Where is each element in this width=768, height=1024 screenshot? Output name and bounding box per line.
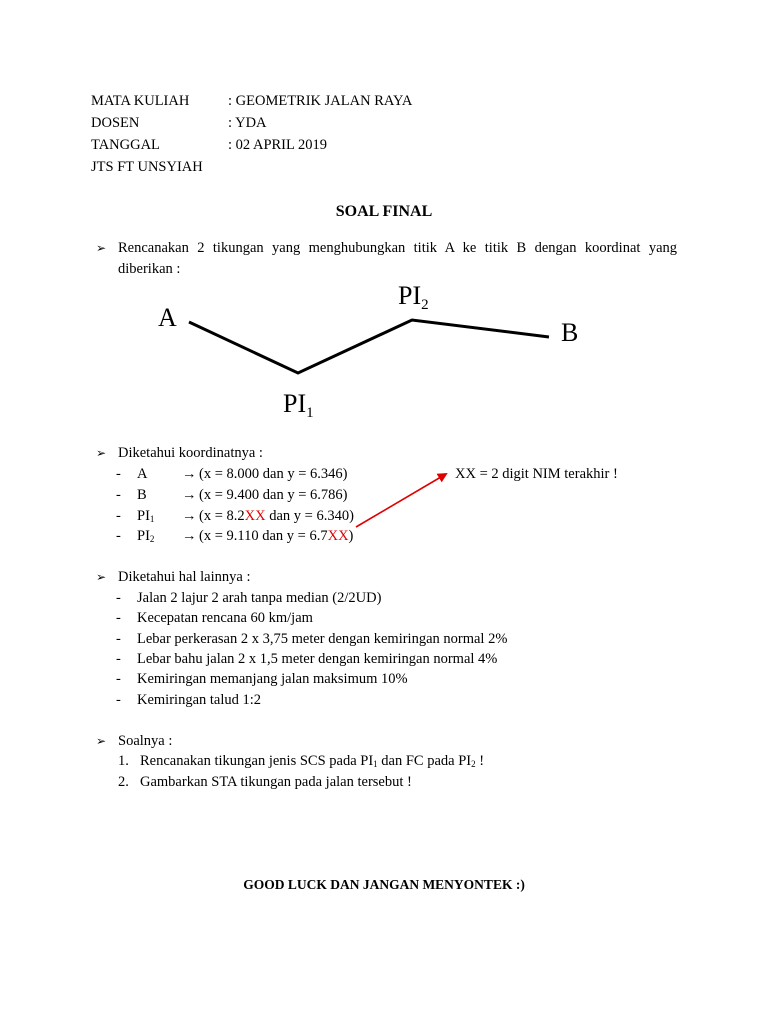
bullet-arrow-icon: ➢ bbox=[96, 241, 107, 255]
point-label-pi2: $PI_2$ bbox=[398, 281, 429, 313]
list-dash: - bbox=[116, 631, 121, 647]
list-item: Jalan 2 lajur 2 arah tanpa median (2/2UD) bbox=[137, 590, 382, 606]
bullet-arrow-icon: ➢ bbox=[96, 734, 107, 748]
list-dash: - bbox=[116, 671, 121, 687]
right-arrow-icon: → bbox=[182, 466, 197, 482]
list-dash: - bbox=[116, 610, 121, 626]
alignment-polyline bbox=[189, 320, 549, 373]
question-number: 2. bbox=[118, 774, 129, 790]
header-institution: JTS FT UNSYIAH bbox=[91, 159, 203, 175]
point-label-a: A bbox=[158, 303, 177, 332]
list-dash: - bbox=[116, 590, 121, 606]
coord-name-b: B bbox=[137, 487, 147, 503]
list-dash: - bbox=[116, 487, 121, 503]
intro-line-2: diberikan : bbox=[118, 261, 181, 277]
list-item: Kecepatan rencana 60 km/jam bbox=[137, 610, 313, 626]
right-arrow-icon: → bbox=[182, 528, 197, 544]
list-item: Lebar perkerasan 2 x 3,75 meter dengan kemiringan normal 2% bbox=[137, 631, 508, 647]
coordinates-heading: Diketahui koordinatnya : bbox=[118, 445, 263, 461]
header-value-mata-kuliah: : GEOMETRIK JALAN RAYA bbox=[228, 93, 413, 109]
list-dash: - bbox=[116, 528, 121, 544]
intro-line-1: Rencanakan 2 tikungan yang menghubungkan titik A ke titik B dengan koordinat yang bbox=[118, 240, 677, 256]
xx-note: XX = 2 digit NIM terakhir ! bbox=[455, 466, 618, 482]
list-dash: - bbox=[116, 466, 121, 482]
point-label-b: B bbox=[561, 318, 579, 347]
coord-value-a: (x = 8.000 dan y = 6.346) bbox=[199, 466, 348, 482]
note-arrow bbox=[356, 474, 446, 527]
list-dash: - bbox=[116, 692, 121, 708]
list-dash: - bbox=[116, 508, 121, 524]
question-1: Rencanakan tikungan jenis SCS pada $PI_1$ dan FC pada $PI_2$ ! bbox=[140, 753, 485, 769]
question-number: 1. bbox=[118, 753, 129, 769]
point-label-pi1: $PI_1$ bbox=[283, 389, 314, 421]
coord-value-pi1: (x = 8.2XX dan y = 6.340) bbox=[199, 508, 354, 524]
header-label-tanggal: TANGGAL bbox=[91, 137, 160, 153]
page-title: SOAL FINAL bbox=[335, 203, 433, 220]
coord-name-pi1: $PI_1$ bbox=[137, 508, 155, 524]
list-item: Kemiringan talud 1:2 bbox=[137, 692, 262, 708]
other-heading: Diketahui hal lainnya : bbox=[118, 569, 251, 585]
list-item: Lebar bahu jalan 2 x 1,5 meter dengan kemiringan normal 4% bbox=[137, 651, 498, 667]
questions-heading: Soalnya : bbox=[118, 733, 173, 749]
header-label-mata-kuliah: MATA KULIAH bbox=[91, 93, 190, 109]
question-2: Gambarkan STA tikungan pada jalan tersebut ! bbox=[140, 774, 412, 790]
header-value-dosen: : YDA bbox=[228, 115, 267, 131]
header-label-dosen: DOSEN bbox=[91, 115, 140, 131]
right-arrow-icon: → bbox=[182, 508, 197, 524]
coord-name-a: A bbox=[137, 466, 148, 482]
list-item: Kemiringan memanjang jalan maksimum 10% bbox=[137, 671, 408, 687]
placeholder-xx: XX bbox=[244, 508, 266, 524]
closing-message: GOOD LUCK DAN JANGAN MENYONTEK :) bbox=[243, 877, 525, 892]
coord-value-pi2: (x = 9.110 dan y = 6.7XX) bbox=[199, 528, 354, 544]
list-dash: - bbox=[116, 651, 121, 667]
header-value-tanggal: : 02 APRIL 2019 bbox=[228, 137, 327, 153]
bullet-arrow-icon: ➢ bbox=[96, 570, 107, 584]
coord-value-b: (x = 9.400 dan y = 6.786) bbox=[199, 487, 348, 503]
right-arrow-icon: → bbox=[182, 487, 197, 503]
coord-name-pi2: $PI_2$ bbox=[137, 528, 155, 544]
bullet-arrow-icon: ➢ bbox=[96, 446, 107, 460]
placeholder-xx: XX bbox=[327, 528, 349, 544]
